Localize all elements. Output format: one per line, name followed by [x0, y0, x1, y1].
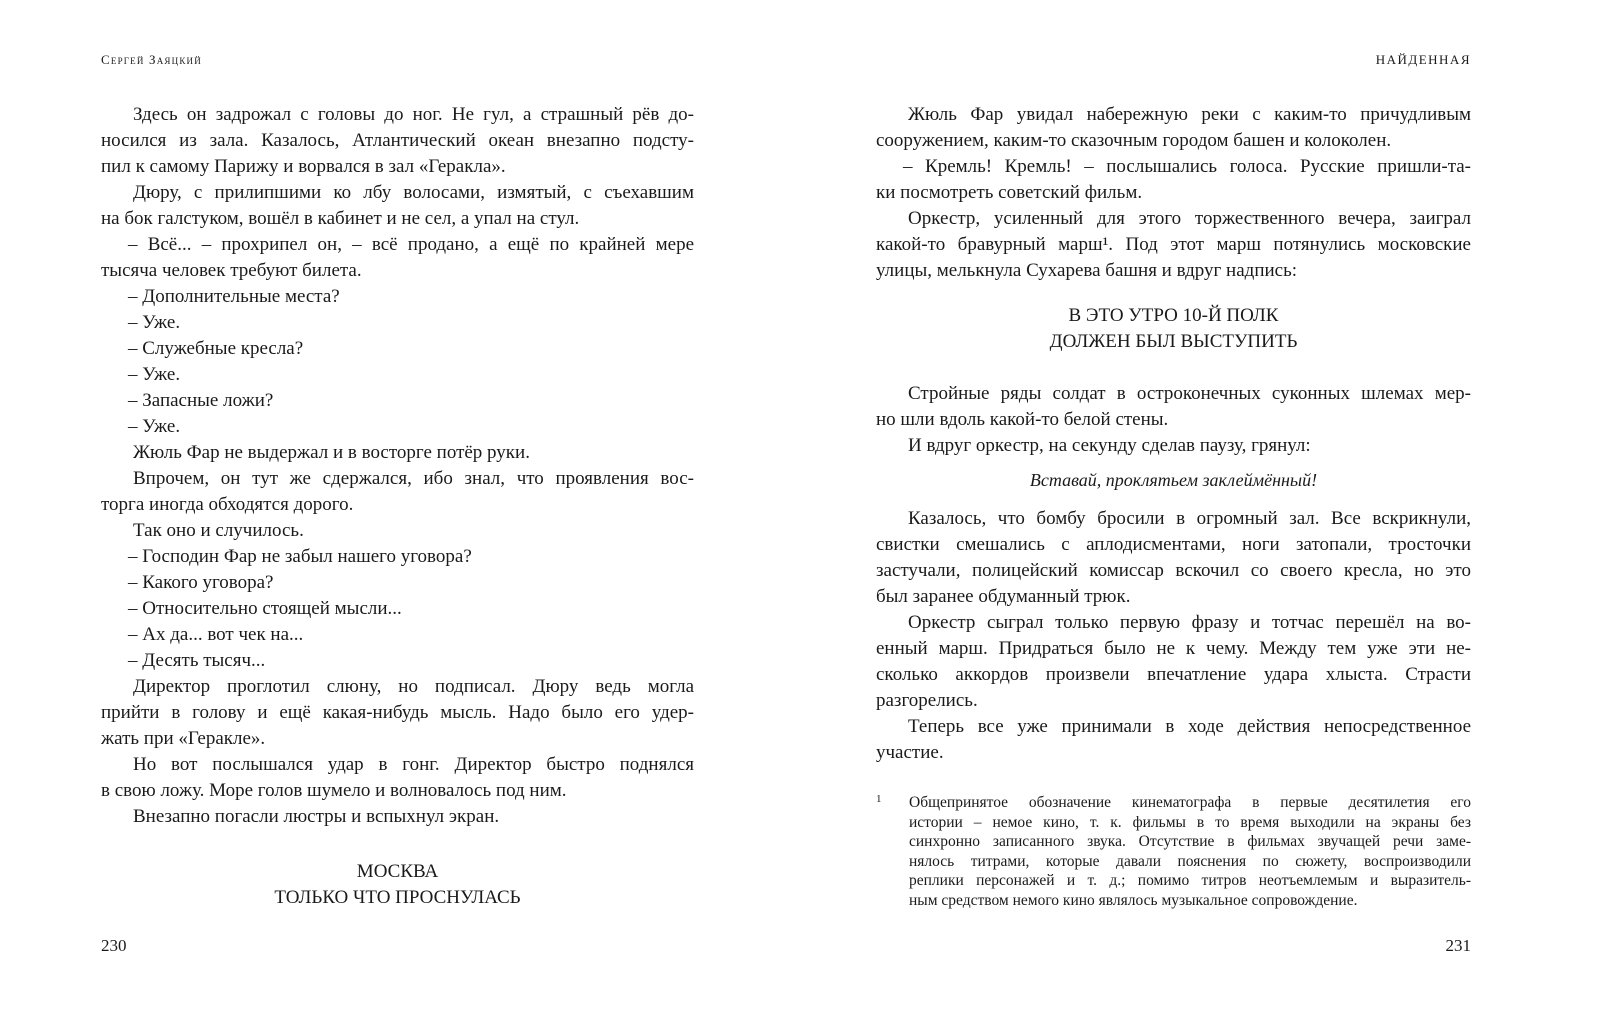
- text-line: участие.: [876, 742, 944, 763]
- text-line: был заранее обдуманный трюк.: [876, 586, 1131, 607]
- text-line: ДОЛЖЕН БЫЛ ВЫСТУПИТЬ: [1049, 331, 1298, 352]
- text-line: пил к самому Парижу и ворвался в зал «Геракла».: [101, 156, 506, 177]
- text-line: Здесь он задрожал с головы до ног. Не гул, а страшный рёв до-: [133, 104, 694, 125]
- text-line: Теперь все уже принимали в ходе действия непосредственное: [908, 716, 1471, 737]
- text-line: – Дополнительные места?: [128, 286, 340, 307]
- text-line: – Ах да... вот чек на...: [128, 624, 304, 645]
- text-line: но шли вдоль какой-то белой стены.: [876, 409, 1169, 430]
- text-line: – Запасные ложи?: [128, 390, 274, 411]
- page-number: 230: [101, 936, 127, 955]
- footnote-text: [909, 793, 1471, 911]
- body-text: [876, 381, 1471, 459]
- text-line: Дюру, с прилипшими ко лбу волосами, измятый, с съехавшим: [133, 182, 694, 203]
- text-line: – Всё... – прохрипел он, – всё продано, а ещё по крайней мере: [128, 234, 694, 255]
- body-text: [101, 102, 694, 830]
- text-line: ки посмотреть советский фильм.: [876, 182, 1143, 203]
- text-line: Но вот послышался удар в гонг. Директор быстро поднялся: [133, 754, 694, 775]
- text-line: ным средством немого кино являлось музыкальное сопровождение.: [909, 891, 1358, 909]
- text-line: МОСКВА: [356, 861, 439, 882]
- text-line: – Господин Фар не забыл нашего уговора?: [128, 546, 472, 567]
- body-text: [876, 506, 1471, 766]
- page-number: 231: [1445, 936, 1471, 955]
- text-line: тысяча человек требуют билета.: [101, 260, 362, 281]
- left-page: [101, 0, 694, 1025]
- text-line: Директор проглотил слюну, но подписал. Дюру ведь могла: [133, 676, 694, 697]
- text-line: Внезапно погасли люстры и вспыхнул экран.: [133, 806, 500, 827]
- text-line: – Служебные кресла?: [128, 338, 304, 359]
- text-line: енный марш. Придраться было не к чему. Между тем уже эти не-: [876, 638, 1471, 659]
- running-head-author: Сергей Заяцкий: [101, 52, 202, 67]
- text-line: синхронно записанного звука. Отсутствие в фильмах звучащей речи заме-: [909, 833, 1471, 851]
- intertitle: [876, 303, 1471, 355]
- text-line: реплики персонажей и т. д.; помимо титров неотъемлемым и выразитель-: [909, 872, 1471, 890]
- text-line: Оркестр, усиленный для этого торжественного вечера, заиграл: [908, 208, 1471, 229]
- text-line: Стройные ряды солдат в остроконечных суконных шлемах мер-: [908, 383, 1471, 404]
- footnote-number: 1: [876, 793, 882, 805]
- text-line: какой-то бравурный марш¹. Под этот марш потянулись московские: [876, 234, 1471, 255]
- text-line: нялось титрами, которые давали пояснения по сюжету, воспроизводили: [909, 852, 1471, 870]
- text-line: – Кремль! Кремль! – послышались голоса. Русские пришли-та-: [903, 156, 1471, 177]
- text-line: – Уже.: [128, 416, 181, 437]
- footnote: [876, 793, 1471, 911]
- text-line: Так оно и случилось.: [133, 520, 304, 541]
- body-text: [876, 102, 1471, 284]
- text-line: разгорелись.: [876, 690, 978, 711]
- text-line: Общепринятое обозначение кинематографа в первые десятилетия его: [909, 794, 1471, 811]
- text-line: – Уже.: [128, 312, 181, 333]
- text-line: Впрочем, он тут же сдержался, ибо знал, что проявления вос-: [133, 468, 694, 489]
- text-line: Оркестр сыграл только первую фразу и тотчас перешёл на во-: [908, 612, 1471, 633]
- song-line: Вставай, проклятьем заклеймённый!: [1029, 470, 1318, 490]
- text-line: В ЭТО УТРО 10-Й ПОЛК: [1068, 305, 1279, 326]
- text-line: истории – немое кино, т. к. фильмы в то время выходили на экраны без: [909, 813, 1471, 831]
- text-line: Жюль Фар не выдержал и в восторге потёр руки.: [133, 442, 530, 463]
- text-line: ТОЛЬКО ЧТО ПРОСНУЛАСЬ: [274, 887, 521, 908]
- text-line: – Десять тысяч...: [128, 650, 266, 671]
- text-line: Казалось, что бомбу бросили в огромный зал. Все вскрикнули,: [908, 508, 1471, 529]
- running-head-title: НАЙДЕННАЯ: [1375, 52, 1471, 67]
- text-line: И вдруг оркестр, на секунду сделав паузу, грянул:: [908, 435, 1311, 456]
- text-line: улицы, мелькнула Сухарева башня и вдруг надпись:: [876, 260, 1298, 281]
- text-line: Жюль Фар увидал набережную реки с каким-то причудливым: [908, 104, 1471, 125]
- text-line: сколько аккордов произвели впечатление удара хлыста. Страсти: [876, 664, 1471, 685]
- text-line: прийти в голову и ещё какая-нибудь мысль. Надо было его удер-: [101, 702, 694, 723]
- text-line: сооружением, каким-то сказочным городом башен и колоколен.: [876, 130, 1392, 151]
- text-line: – Какого уговора?: [128, 572, 274, 593]
- text-line: застучали, полицейский комиссар вскочил со своего кресла, но это: [876, 560, 1471, 581]
- intertitle: [101, 859, 694, 911]
- text-line: – Уже.: [128, 364, 181, 385]
- text-line: – Относительно стоящей мысли...: [128, 598, 402, 619]
- text-line: торга иногда обходятся дорого.: [101, 494, 354, 515]
- text-line: носился из зала. Казалось, Атлантический океан внезапно подсту-: [101, 130, 694, 151]
- text-line: в свою ложу. Море голов шумело и волновалось под ним.: [101, 780, 567, 801]
- right-page: [876, 0, 1471, 1025]
- text-line: на бок галстуком, вошёл в кабинет и не сел, а упал на стул.: [101, 208, 580, 229]
- text-line: жать при «Геракле».: [101, 728, 266, 749]
- text-line: свистки смешались с аплодисментами, ноги затопали, тросточки: [876, 534, 1471, 555]
